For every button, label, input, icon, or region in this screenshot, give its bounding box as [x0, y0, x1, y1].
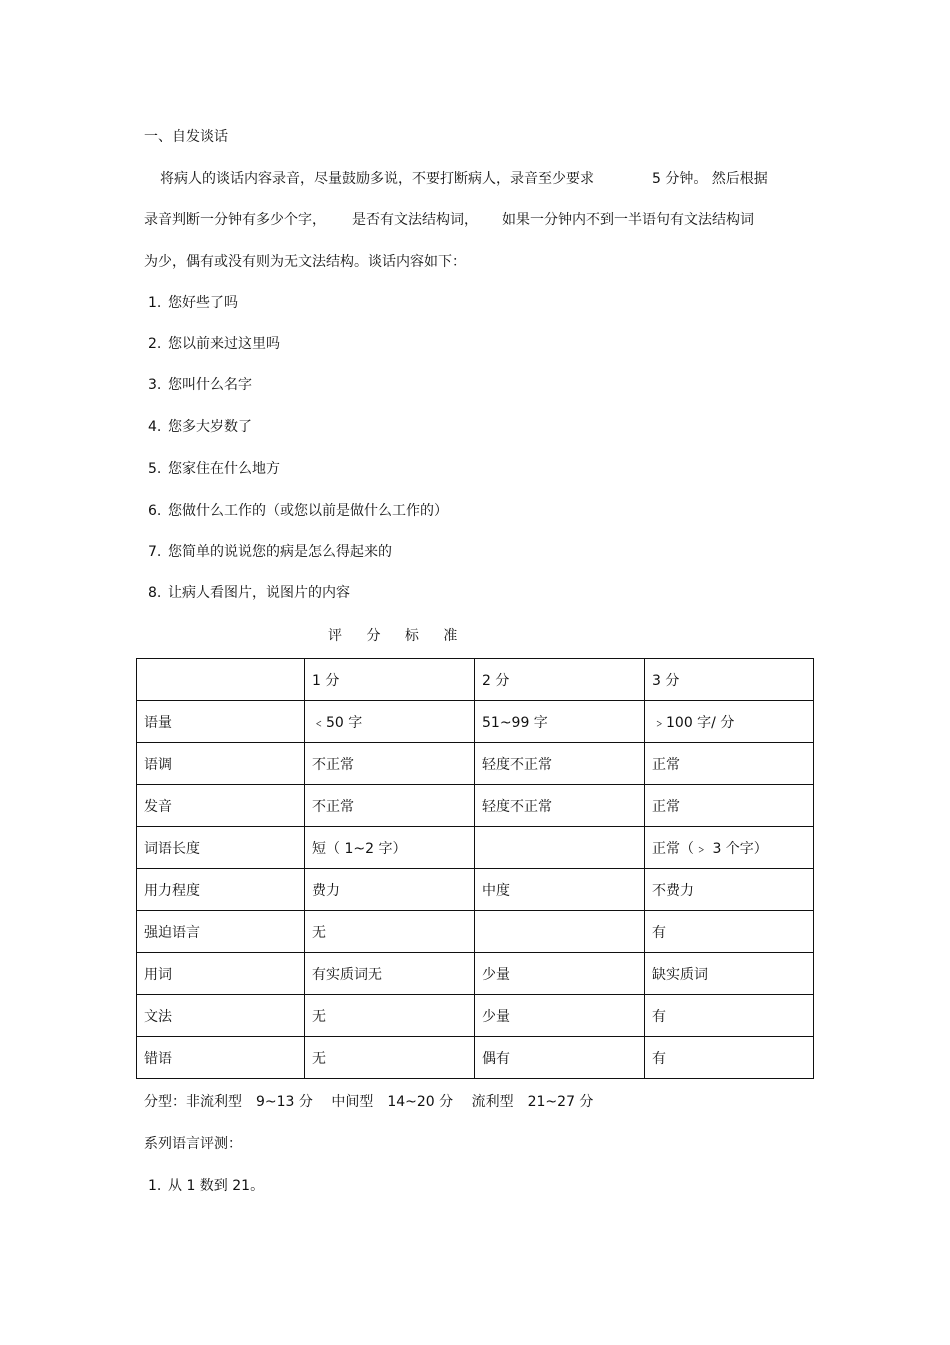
header-cell [137, 659, 305, 701]
intro-text-2b: 是否有文法结构词， [352, 212, 478, 228]
list-text: 您以前来过这里吗 [168, 336, 280, 352]
table-cell: ﹥100 字/ 分 [645, 701, 814, 743]
table-cell: ﹤50 字 [305, 701, 475, 743]
intro-line-1 [160, 169, 768, 189]
table-row [137, 1037, 814, 1079]
table-cell: 有 [645, 995, 814, 1037]
row-label: 强迫语言 [137, 911, 305, 953]
section-heading: 一、自发谈话 [144, 129, 228, 145]
table-row [137, 827, 814, 869]
list-item [148, 417, 252, 437]
row-label: 语量 [137, 701, 305, 743]
header-cell: 2 分 [475, 659, 645, 701]
intro-text-2c: 如果一分钟内不到一半语句有文法结构词 [502, 212, 754, 228]
series-heading: 系列语言评测： [144, 1136, 242, 1152]
list-number: 3. [148, 377, 162, 393]
row-label: 发音 [137, 785, 305, 827]
table-row [137, 785, 814, 827]
list-number: 8. [148, 585, 162, 601]
table-cell: 轻度不正常 [475, 743, 645, 785]
table-cell: 有 [645, 1037, 814, 1079]
table-cell: 偶有 [475, 1037, 645, 1079]
list-item [148, 375, 252, 395]
table-cell: 轻度不正常 [475, 785, 645, 827]
row-label: 文法 [137, 995, 305, 1037]
header-cell: 3 分 [645, 659, 814, 701]
list-number: 6. [148, 503, 162, 519]
table-cell [475, 911, 645, 953]
list-item [148, 293, 238, 313]
table-row [137, 911, 814, 953]
list-number: 4. [148, 419, 162, 435]
table-cell: 有实质词无 [305, 953, 475, 995]
table-cell: 不正常 [305, 743, 475, 785]
list-number: 1. [148, 295, 162, 311]
list-item [148, 583, 350, 603]
table-row [137, 869, 814, 911]
list-text: 您简单的说说您的病是怎么得起来的 [168, 544, 392, 560]
list-text: 您家住在什么地方 [168, 461, 280, 477]
table-row [137, 743, 814, 785]
table-row [137, 953, 814, 995]
table-cell: 中度 [475, 869, 645, 911]
intro-text-1a: 将病人的谈话内容录音，尽量鼓励多说，不要打断病人，录音至少要求 [160, 171, 594, 187]
table-row [137, 995, 814, 1037]
list-text: 您好些了吗 [168, 295, 238, 311]
table-cell: 无 [305, 1037, 475, 1079]
list-item [148, 542, 392, 562]
list-number: 5. [148, 461, 162, 477]
table-cell: 正常 [645, 785, 814, 827]
list-item [148, 334, 280, 354]
scoring-table [136, 658, 814, 1079]
row-label: 词语长度 [137, 827, 305, 869]
table-cell: 短（ 1~2 字） [305, 827, 475, 869]
intro-line-3: 为少，偶有或没有则为无文法结构。谈话内容如下： [144, 254, 466, 270]
list-text: 让病人看图片，说图片的内容 [168, 585, 350, 601]
header-cell: 1 分 [305, 659, 475, 701]
list-number: 7. [148, 544, 162, 560]
table-cell: 正常（﹥ 3 个字） [645, 827, 814, 869]
list-number: 1. [148, 1178, 162, 1194]
table-header-row [137, 659, 814, 701]
table-cell: 无 [305, 911, 475, 953]
table-cell: 有 [645, 911, 814, 953]
list-item [148, 501, 448, 521]
intro-text-2a: 录音判断一分钟有多少个字， [144, 212, 326, 228]
list-item [148, 1176, 264, 1196]
list-item [148, 459, 280, 479]
table-cell: 费力 [305, 869, 475, 911]
table-cell: 不费力 [645, 869, 814, 911]
classification-line: 分型：非流利型 9~13 分 中间型 14~20 分 流利型 21~27 分 [144, 1094, 594, 1110]
table-cell: 51~99 字 [475, 701, 645, 743]
list-text: 从 1 数到 21。 [168, 1178, 265, 1194]
list-text: 您叫什么名字 [168, 377, 252, 393]
table-cell [475, 827, 645, 869]
intro-text-1b: 5 分钟。 然后根据 [652, 171, 768, 187]
table-cell: 少量 [475, 953, 645, 995]
table-cell: 缺实质词 [645, 953, 814, 995]
row-label: 用词 [137, 953, 305, 995]
table-cell: 少量 [475, 995, 645, 1037]
row-label: 错语 [137, 1037, 305, 1079]
table-cell: 无 [305, 995, 475, 1037]
list-text: 您多大岁数了 [168, 419, 252, 435]
table-cell: 不正常 [305, 785, 475, 827]
list-text: 您做什么工作的（或您以前是做什么工作的） [168, 503, 448, 519]
intro-line-2 [144, 210, 754, 230]
row-label: 用力程度 [137, 869, 305, 911]
table-row [137, 701, 814, 743]
table-caption: 评 分 标 准 [328, 628, 468, 644]
row-label: 语调 [137, 743, 305, 785]
list-number: 2. [148, 336, 162, 352]
table-cell: 正常 [645, 743, 814, 785]
